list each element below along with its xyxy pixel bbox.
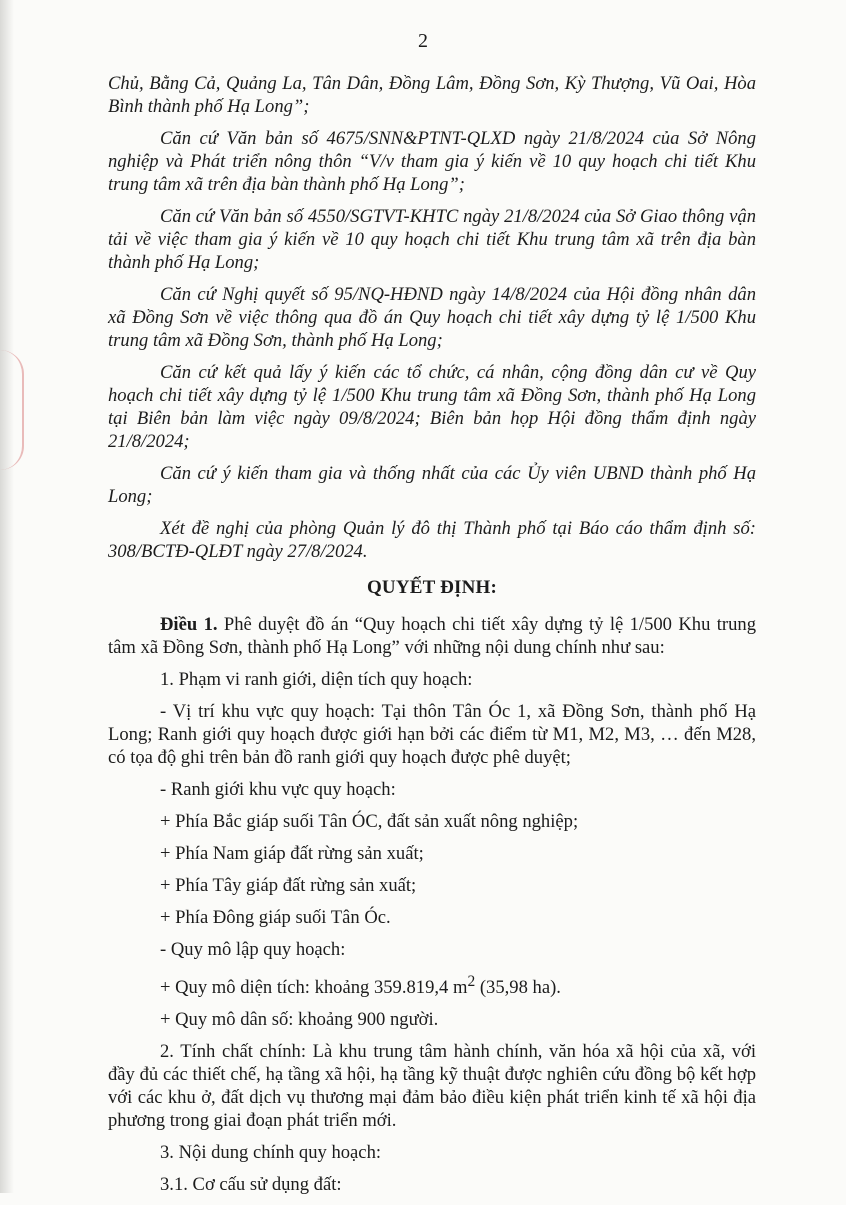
red-stamp-edge	[0, 350, 24, 470]
recital-sonn: Căn cứ Văn bản số 4675/SNN&PTNT-QLXD ngày 21/8/2024 của Sở Nông nghiệp và Phát triển nông thôn “V/v tham gia ý kiến về 10 quy hoạch chi tiết Khu trung tâm xã trên địa bàn thành phố Hạ Long”;	[108, 128, 756, 195]
article-1-label: Điều 1.	[160, 614, 218, 635]
article-1	[108, 613, 756, 659]
location-paragraph: - Vị trí khu vực quy hoạch: Tại thôn Tân Óc 1, xã Đồng Sơn, thành phố Hạ Long; Ranh giới quy hoạch được giới hạn bởi các điểm từ M1, M2, M3, … đến M28, có tọa độ ghi trên bản đồ ranh giới quy hoạch được phê duyệt;	[108, 701, 756, 768]
area-scale-text: + Quy mô diện tích: khoảng 359.819,4 m	[160, 977, 468, 999]
section-3-1-heading: 3.1. Cơ cấu sử dụng đất:	[160, 1174, 342, 1196]
boundary-heading: - Ranh giới khu vực quy hoạch:	[160, 779, 396, 800]
boundary-north: + Phía Bắc giáp suối Tân ÓC, đất sản xuất nông nghiệp;	[160, 811, 579, 832]
boundary-south: + Phía Nam giáp đất rừng sản xuất;	[160, 843, 424, 864]
recital-proposal: Xét đề nghị của phòng Quản lý đô thị Thành phố tại Báo cáo thẩm định số: 308/BCTĐ-QLĐT ngày 27/8/2024.	[108, 518, 756, 562]
section-2-nature: 2. Tính chất chính: Là khu trung tâm hành chính, văn hóa xã hội của xã, với đầy đủ các thiết chế, hạ tầng xã hội, hạ tầng kỹ thuật được nghiên cứu đồng bộ kết hợp với các khu ở, đất dịch vụ thương mại đảm bảo điều kiện phát triển kinh tế xã hội địa phương trong giai đoạn phát triển mới.	[108, 1041, 756, 1132]
recital-resolution: Căn cứ Nghị quyết số 95/NQ-HĐND ngày 14/8/2024 của Hội đồng nhân dân xã Đồng Sơn về việc thông qua đồ án Quy hoạch chi tiết xây dựng tỷ lệ 1/500 Khu trung tâm xã Đồng Sơn, thành phố Hạ Long;	[108, 284, 756, 351]
area-scale-hectares: (35,98 ha).	[475, 977, 561, 999]
recital-committee: Căn cứ ý kiến tham gia và thống nhất của các Ủy viên UBND thành phố Hạ Long;	[108, 463, 756, 507]
recital-consultation: Căn cứ kết quả lấy ý kiến các tổ chức, cá nhân, cộng đồng dân cư về Quy hoạch chi tiết xây dựng tỷ lệ 1/500 Khu trung tâm xã Đồng Sơn, thành phố Hạ Long tại Biên bản làm việc ngày 09/8/2024; Biên bản họp Hội đồng thẩm định ngày 21/8/2024;	[108, 362, 756, 452]
recital-continuation: Chủ, Bằng Cả, Quảng La, Tân Dân, Đồng Lâm, Đồng Sơn, Kỳ Thượng, Vũ Oai, Hòa Bình thành phố Hạ Long”;	[108, 73, 756, 117]
document-body	[108, 72, 756, 1205]
area-unit-superscript: 2	[467, 973, 476, 990]
page-edge-shadow	[0, 0, 14, 1193]
recital-sgtvt: Căn cứ Văn bản số 4550/SGTVT-KHTC ngày 21/8/2024 của Sở Giao thông vận tải về việc tham gia ý kiến về 10 quy hoạch chi tiết Khu trung tâm xã trên địa bàn thành phố Hạ Long;	[108, 206, 756, 273]
area-scale	[108, 970, 756, 999]
boundary-west: + Phía Tây giáp đất rừng sản xuất;	[160, 875, 417, 896]
decision-title: QUYẾT ĐỊNH:	[366, 577, 498, 598]
scale-heading: - Quy mô lập quy hoạch:	[160, 939, 346, 960]
section-1-heading: 1. Phạm vi ranh giới, diện tích quy hoạch:	[160, 669, 473, 690]
section-3-heading: 3. Nội dung chính quy hoạch:	[160, 1142, 382, 1164]
population-scale: + Quy mô dân số: khoảng 900 người.	[160, 1009, 439, 1031]
boundary-east: + Phía Đông giáp suối Tân Óc.	[160, 907, 391, 928]
page-number: 2	[418, 30, 428, 52]
article-1-text: Phê duyệt đồ án “Quy hoạch chi tiết xây dựng tỷ lệ 1/500 Khu trung tâm xã Đồng Sơn, thành phố Hạ Long” với những nội dung chính như sau:	[108, 614, 756, 658]
